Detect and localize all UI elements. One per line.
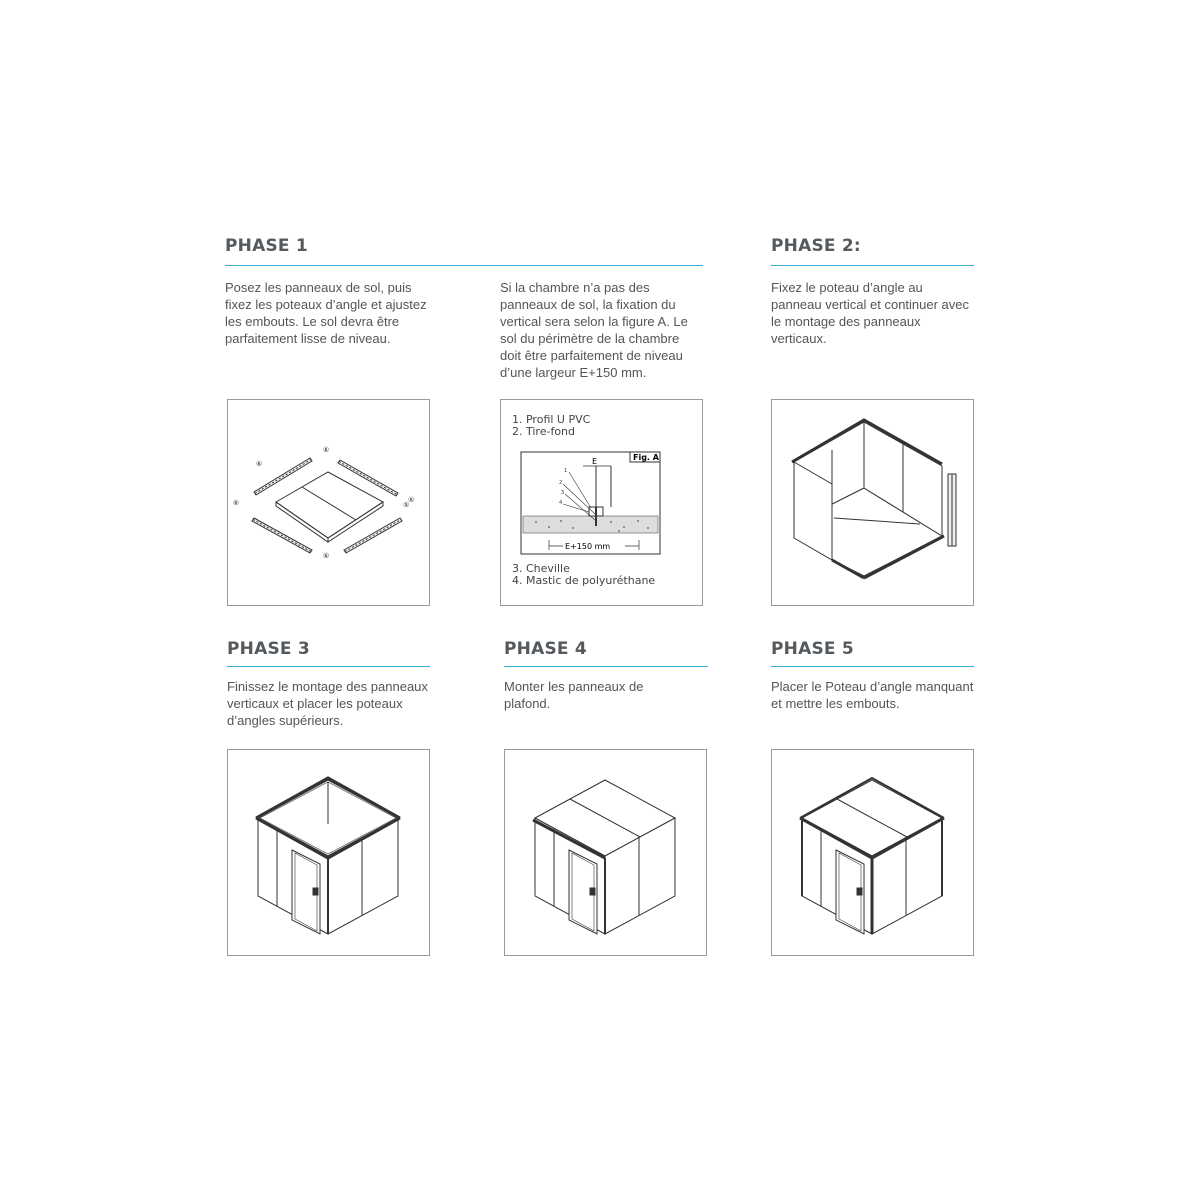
marker-bottom: ⑥ bbox=[323, 552, 330, 560]
phase-5-divider bbox=[771, 666, 974, 667]
legend-item-1: 1. Profil U PVC bbox=[512, 413, 591, 426]
figure-a-illustration bbox=[500, 399, 703, 606]
phase-1-text-right: Si la chambre n’a pas des panneaux de sol, la fixation du vertical sera selon la figure A. Le sol du périmètre de la chambre doit être parfaitement de niveau d’une largeur E+150 mm. bbox=[500, 280, 688, 380]
phase-3-divider bbox=[227, 666, 430, 667]
callout-2: 2 bbox=[559, 480, 563, 486]
phase-2-title: PHASE 2: bbox=[771, 236, 861, 256]
phase-5-text: Placer le Poteau d’angle manquant et mettre les embouts. bbox=[771, 679, 974, 711]
figure-a-legend-bottom bbox=[512, 563, 655, 587]
open-room-drawing bbox=[772, 400, 975, 607]
callout-3: 3 bbox=[561, 490, 565, 496]
phase-2-text: Fixez le poteau d’angle au panneau vertical et continuer avec le montage des panneaux verticaux. bbox=[771, 280, 970, 346]
phase-4-divider bbox=[504, 666, 708, 667]
phase-4-title: PHASE 4 bbox=[504, 639, 587, 659]
marker-top: ⑥ bbox=[323, 446, 330, 454]
phase-4-illustration bbox=[504, 749, 707, 956]
phase-1-title: PHASE 1 bbox=[225, 236, 308, 256]
phase-2-illustration bbox=[771, 399, 974, 606]
phase-3-title: PHASE 3 bbox=[227, 639, 310, 659]
marker-right-low: ⑤ bbox=[403, 501, 410, 509]
dim-e-label: E bbox=[592, 457, 598, 466]
legend-item-4: 4. Mastic de polyuréthane bbox=[512, 574, 656, 587]
floor-panels-drawing bbox=[228, 400, 431, 607]
phase-5-illustration bbox=[771, 749, 974, 956]
marker-left: ⑥ bbox=[233, 499, 240, 507]
phase-5-title: PHASE 5 bbox=[771, 639, 854, 659]
callout-4: 4 bbox=[559, 500, 563, 506]
phase-3-text: Finissez le montage des panneaux verticaux et placer les poteaux d’angles supérieurs. bbox=[227, 679, 428, 728]
phase-2-divider bbox=[771, 265, 974, 266]
marker-top-left: ⑥ bbox=[256, 460, 263, 468]
dim-total-label: E+150 mm bbox=[565, 542, 611, 551]
room-with-ceiling-drawing bbox=[505, 750, 708, 957]
room-complete-drawing bbox=[772, 750, 975, 957]
phase-1-divider bbox=[225, 265, 703, 266]
marker-right: ⑤ bbox=[408, 496, 415, 504]
phase-3-illustration bbox=[227, 749, 430, 956]
phase-4-text: Monter les panneaux de plafond. bbox=[504, 679, 644, 711]
legend-item-3: 3. Cheville bbox=[512, 562, 570, 575]
legend-item-2: 2. Tire-fond bbox=[512, 425, 576, 438]
phase-1-text-left: Posez les panneaux de sol, puis fixez les poteaux d’angle et ajustez les embouts. Le sol devra être parfaitement lisse de niveau. bbox=[225, 280, 427, 346]
fig-a-label: Fig. A bbox=[633, 453, 659, 462]
phase-1-floor-illustration bbox=[227, 399, 430, 606]
room-open-top-drawing bbox=[228, 750, 431, 957]
callout-1: 1 bbox=[564, 468, 568, 474]
